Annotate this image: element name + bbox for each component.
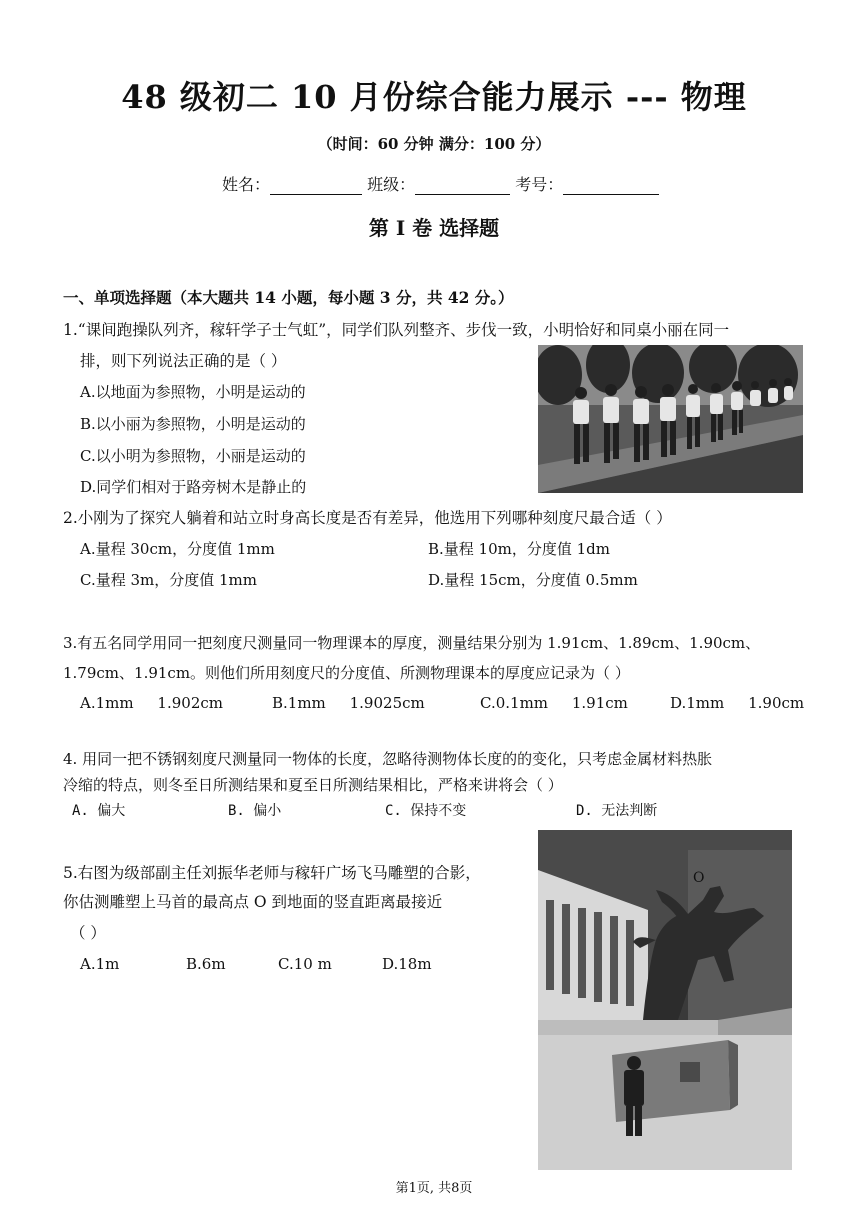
question-3-option-b[interactable]: B.1mm 1.9025cm (272, 694, 425, 712)
class-label: 班级： (367, 175, 416, 194)
point-o-label: O (693, 870, 705, 886)
question-2-option-c[interactable]: C.量程 3m，分度值 1mm (80, 571, 258, 589)
question-4-option-b[interactable]: B. 偏小 (228, 803, 282, 819)
question-5-option-a[interactable]: A.1m (80, 955, 120, 973)
question-2-option-b[interactable]: B.量程 10m，分度值 1dm (428, 540, 611, 558)
question-3-option-c[interactable]: C.0.1mm 1.91cm (480, 694, 628, 712)
horse-sculpture-photo (538, 830, 792, 1170)
question-5-stem-line2: 你估测雕塑上马首的最高点 O 到地面的竖直距离最接近 (63, 893, 443, 911)
section-title: 第 I 卷 选择题 (368, 216, 500, 240)
exam-title: 48 级初二 10 月份综合能力展示 --- 物理 (121, 78, 747, 116)
question-1-option-a[interactable]: A.以地面为参照物，小明是运动的 (80, 383, 306, 401)
question-3-stem-line2: 1.79cm、1.91cm。则他们所用刻度尺的分度值、所测物理课本的厚度应记录为（ ） (63, 664, 630, 682)
question-1-option-d[interactable]: D.同学们相对于路旁树木是静止的 (80, 478, 307, 496)
exam-subtitle: （时间：60 分钟 满分：100 分） (317, 135, 551, 153)
exam-no-label: 考号： (515, 175, 564, 194)
question-3-option-a[interactable]: A.1mm 1.902cm (80, 694, 223, 712)
name-field[interactable] (270, 178, 362, 195)
question-1-stem-line1: 1.“课间跑操队列齐，稼轩学子士气虹”，同学们队列整齐、步伐一致，小明恰好和同桌小丽在同一 (63, 321, 730, 339)
question-4-stem-line1: 4. 用同一把不锈钢刻度尺测量同一物体的长度，忽略待测物体长度的的变化，只考虑金属材料热胀 (63, 750, 713, 768)
question-2-option-a[interactable]: A.量程 30cm，分度值 1mm (80, 540, 275, 558)
question-1-stem-line2: 排，则下列说法正确的是（ ） (80, 352, 287, 370)
question-4-option-a[interactable]: A. 偏大 (72, 803, 126, 819)
question-5-option-d[interactable]: D.18m (382, 955, 432, 973)
question-1-option-b[interactable]: B.以小丽为参照物，小明是运动的 (80, 415, 306, 433)
question-2-stem: 2.小刚为了探究人躺着和站立时身高长度是否有差异，他选用下列哪种刻度尺最合适（ ） (63, 509, 672, 527)
exam-no-field[interactable] (563, 178, 659, 195)
question-3-option-d[interactable]: D.1mm 1.90cm (670, 694, 805, 712)
class-field[interactable] (415, 178, 510, 195)
part-heading: 一、单项选择题（本大题共 14 小题，每小题 3 分，共 42 分。） (63, 288, 514, 307)
question-1-option-c[interactable]: C.以小明为参照物，小丽是运动的 (80, 447, 306, 465)
page-number: 第1页, 共8页 (395, 1181, 473, 1196)
question-4-stem-line2: 冷缩的特点，则冬至日所测结果和夏至日所测结果相比，严格来讲将会（ ） (63, 776, 563, 794)
running-students-photo (538, 345, 803, 493)
question-2-option-d[interactable]: D.量程 15cm，分度值 0.5mm (428, 571, 638, 589)
question-5-option-b[interactable]: B.6m (186, 955, 226, 973)
student-info-line (222, 172, 659, 195)
question-5-option-c[interactable]: C.10 m (278, 955, 332, 973)
question-5-stem-line3: （ ） (70, 924, 106, 942)
question-3-stem-line1: 3.有五名同学用同一把刻度尺测量同一物理课本的厚度，测量结果分别为 1.91cm、1.89cm、1.90cm、 (63, 634, 761, 652)
name-label: 姓名： (222, 175, 271, 194)
question-4-option-d[interactable]: D. 无法判断 (576, 803, 658, 819)
question-4-option-c[interactable]: C. 保持不变 (385, 803, 467, 819)
question-5-stem-line1: 5.右图为级部副主任刘振华老师与稼轩广场飞马雕塑的合影， (63, 864, 481, 882)
